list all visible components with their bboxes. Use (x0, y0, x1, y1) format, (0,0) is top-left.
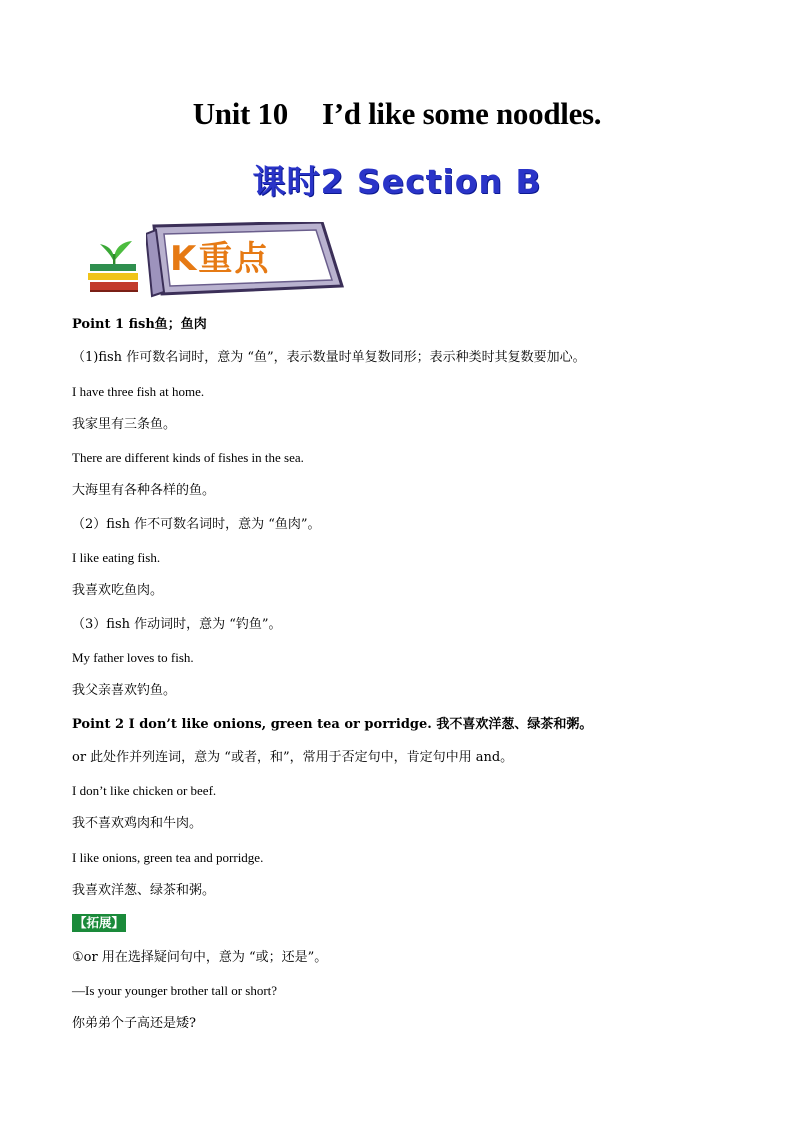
text-line: There are different kinds of fishes in the sea. (72, 450, 304, 466)
unit-topic: I’d like some noodles. (321, 96, 602, 131)
text-line: I don’t like chicken or beef. (72, 783, 217, 799)
text-line: （2）fish 作不可数名词时，意为 “鱼肉”。 (72, 516, 321, 532)
text-line: 我家里有三条鱼。 (72, 416, 177, 432)
text-line: 我不喜欢鸡肉和牛肉。 (72, 816, 203, 832)
text-line: or 此处作并列连词，意为 “或者，和”，常用于否定句中，肯定句中用 and。 (72, 749, 514, 765)
point-heading: Point 1 fish鱼；鱼肉 (72, 317, 207, 332)
key-points-badge (86, 222, 346, 298)
text-line: （1)fish 作可数名词时，意为 “鱼”，表示数量时单复数同形；表示种类时其复数要加心。 (72, 350, 586, 366)
text-line: （3）fish 作动词时，意为 “钓鱼”。 (72, 616, 282, 632)
expansion-tag-line (72, 907, 732, 940)
text-line: I like eating fish. (72, 550, 161, 566)
text-line: I like onions, green tea and porridge. (72, 849, 264, 865)
text-line: 我喜欢吃鱼肉。 (72, 583, 164, 599)
document-body (72, 308, 732, 1041)
text-line: 我喜欢洋葱、绿茶和粥。 (72, 883, 216, 899)
text-line: 你弟弟个子高还是矮? (72, 1016, 196, 1032)
banner-label: K重点 (170, 239, 271, 279)
text-line: —Is your younger brother tall or short? (72, 982, 278, 998)
section-subtitle: 课时2 Section B (252, 162, 542, 201)
expansion-tag: 【拓展】 (74, 915, 125, 931)
unit-title (0, 96, 794, 132)
books-icon (86, 230, 142, 294)
text-line: 大海里有各种各样的鱼。 (72, 483, 216, 499)
text-line: I have three fish at home. (72, 383, 205, 399)
text-line: ①or 用在选择疑问句中，意为 “或；还是”。 (72, 949, 328, 965)
point-heading: Point 2 I don’t like onions, green tea or porridge. 我不喜欢洋葱、绿茶和粥。 (72, 716, 593, 732)
text-line: 我父亲喜欢钓鱼。 (72, 683, 177, 699)
unit-number: Unit 10 (192, 96, 288, 131)
text-line: My father loves to fish. (72, 649, 194, 665)
